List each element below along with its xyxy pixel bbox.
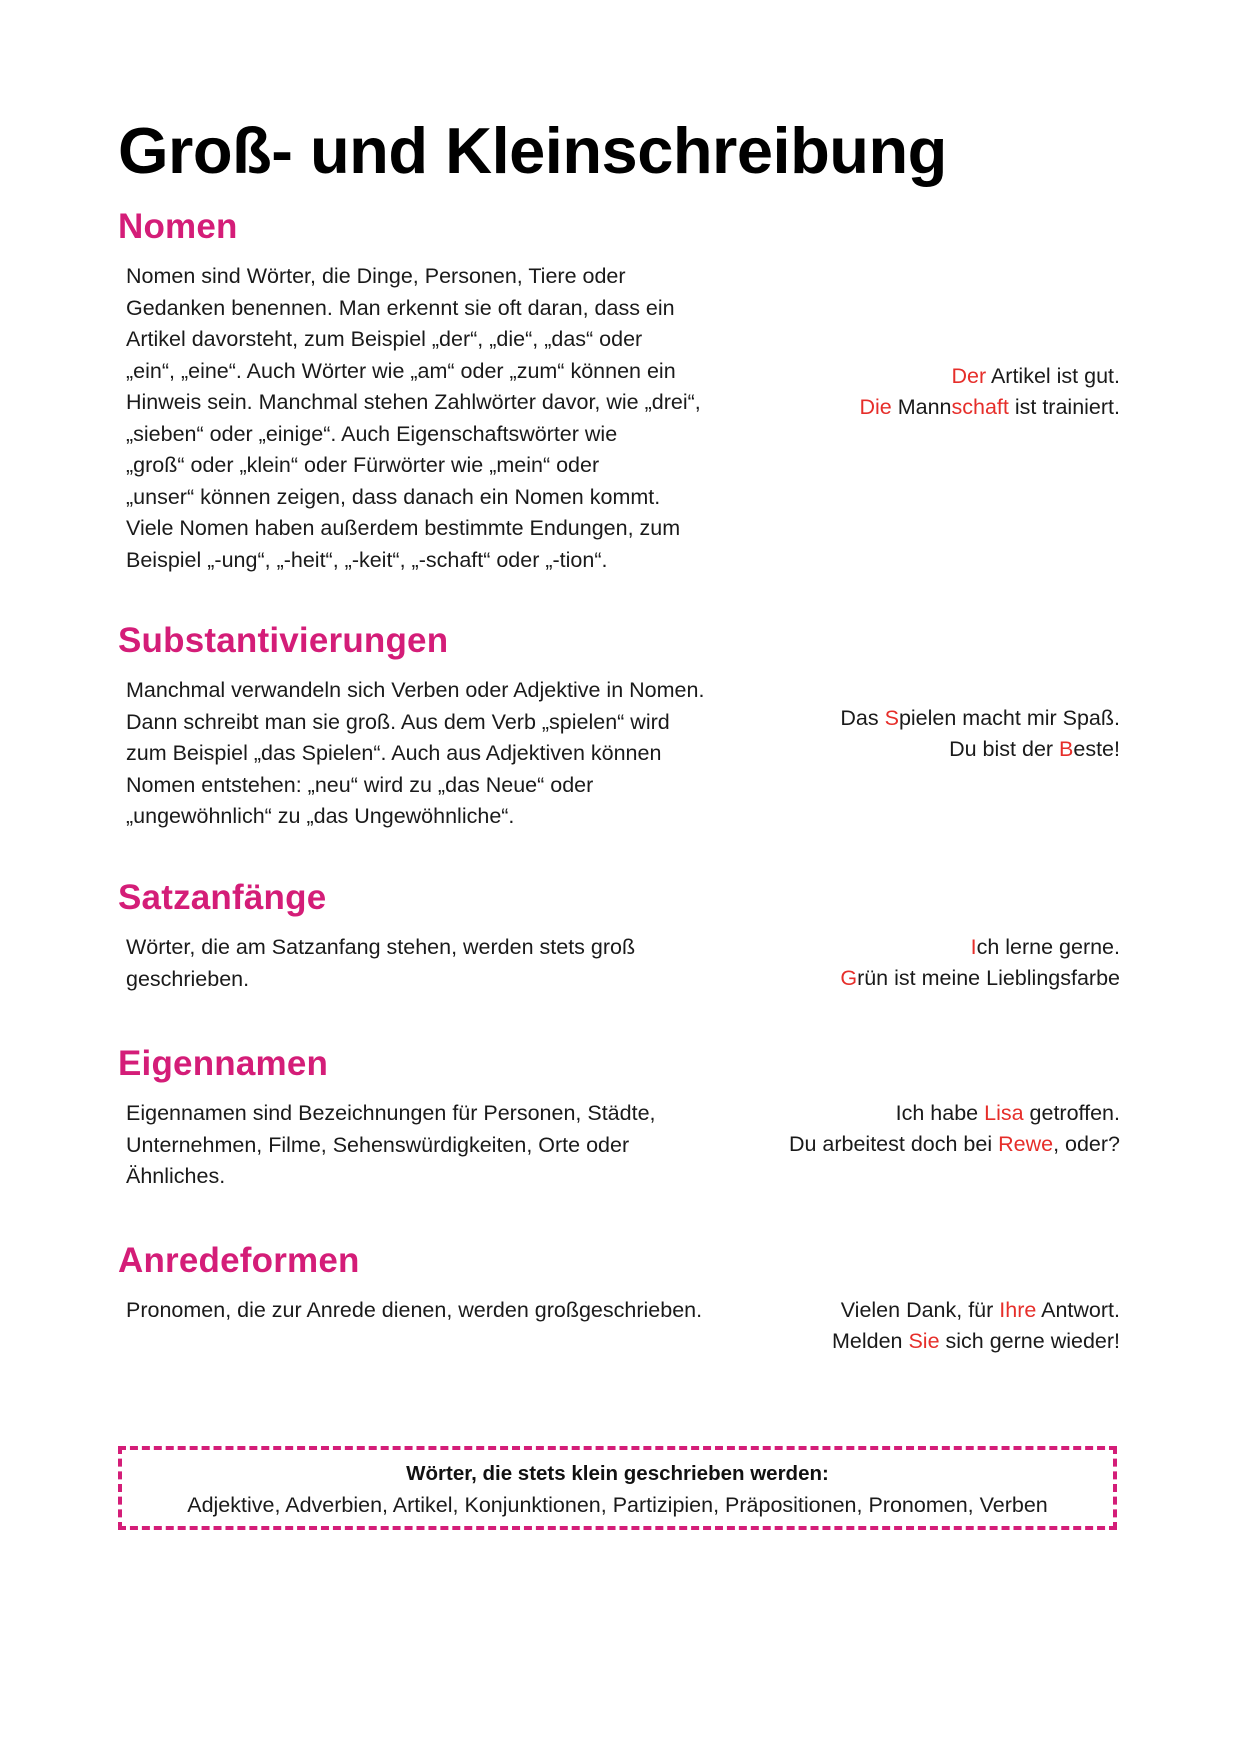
body-line: Dann schreibt man sie groß. Aus dem Verb „spielen“ wird	[126, 709, 670, 734]
body-line: Artikel davorsteht, zum Beispiel „der“, „die“, „das“ oder	[126, 327, 643, 351]
highlighted-capital: Die	[859, 395, 892, 419]
section-heading: Nomen	[118, 207, 238, 246]
example-text: ch lerne gerne.	[976, 935, 1120, 959]
example-text: rün ist meine Lieblingsfarbe	[857, 966, 1120, 990]
example-text: , oder?	[1053, 1132, 1120, 1156]
highlighted-capital: Ihre	[999, 1298, 1037, 1322]
page-title: Groß- und Kleinschreibung	[118, 114, 947, 187]
section-heading: Anredeformen	[118, 1241, 360, 1280]
body-line: Nomen sind Wörter, die Dinge, Personen, Tiere oder	[126, 264, 626, 288]
example-text: pielen macht mir Spaß.	[898, 706, 1120, 730]
section-body	[126, 675, 766, 833]
example-text: Melden	[831, 1329, 909, 1353]
example-text: ist trainiert.	[1008, 395, 1120, 419]
example-text: Vielen Dank, für	[840, 1298, 1000, 1322]
highlighted-capital: schaft	[951, 395, 1009, 419]
example-text: Mann	[891, 395, 952, 419]
highlighted-capital: B	[1059, 737, 1074, 761]
highlighted-capital: Rewe	[998, 1132, 1054, 1156]
example-sentence	[840, 703, 1120, 734]
highlighted-capital: Sie	[908, 1329, 940, 1353]
section-heading: Eigennamen	[118, 1044, 329, 1083]
body-line: „sieben“ oder „einige“. Auch Eigenschaftswörter wie	[126, 421, 618, 446]
body-line: Unternehmen, Filme, Sehenswürdigkeiten, Orte oder	[126, 1132, 630, 1157]
body-line: Beispiel „-ung“, „-heit“, „-keit“, „-schaft“ oder „-tion“.	[126, 547, 608, 572]
section-body	[126, 1098, 766, 1193]
body-line: Nomen entstehen: „neu“ wird zu „das Neue“ oder	[126, 772, 594, 797]
examples	[840, 932, 1120, 994]
example-text: Du arbeitest doch bei	[788, 1132, 999, 1156]
body-line: Pronomen, die zur Anrede dienen, werden großgeschrieben.	[126, 1298, 703, 1322]
example-sentence	[859, 361, 1120, 392]
body-line: Gedanken benennen. Man erkennt sie oft daran, dass ein	[126, 295, 675, 320]
highlighted-capital: G	[840, 966, 858, 990]
example-sentence	[832, 1295, 1120, 1326]
example-text: sich gerne wieder!	[939, 1329, 1120, 1353]
highlighted-capital: Lisa	[984, 1101, 1024, 1125]
section-body	[126, 1295, 766, 1327]
example-sentence	[840, 932, 1120, 963]
section-eigennamen	[118, 1044, 1120, 1188]
examples	[832, 1295, 1120, 1357]
example-text: Antwort.	[1036, 1298, 1120, 1322]
example-sentence	[789, 1098, 1120, 1129]
example-text: este!	[1073, 737, 1120, 761]
body-line: „ungewöhnlich“ zu „das Ungewöhnliche“.	[126, 804, 515, 828]
section-body	[126, 261, 766, 576]
body-line: Viele Nomen haben außerdem bestimmte Endungen, zum	[126, 516, 681, 540]
example-text: getroffen.	[1023, 1101, 1120, 1125]
lowercase-info-box	[118, 1446, 1117, 1530]
example-text: Artikel ist gut.	[986, 364, 1120, 388]
info-box-list: Adjektive, Adverbien, Artikel, Konjunktionen, Partizipien, Präpositionen, Pronomen, Verben	[187, 1493, 1048, 1517]
examples	[840, 703, 1120, 765]
section-satzanfaenge	[118, 878, 1120, 991]
section-body	[126, 932, 766, 995]
body-line: Eigennamen sind Bezeichnungen für Personen, Städte,	[126, 1101, 656, 1125]
highlighted-capital: S	[884, 706, 899, 730]
body-line: „ein“, „eine“. Auch Wörter wie „am“ oder „zum“ können ein	[126, 358, 676, 383]
body-line: „unser“ können zeigen, dass danach ein Nomen kommt.	[126, 484, 661, 509]
section-heading: Substantivierungen	[118, 621, 449, 660]
highlighted-capital: Der	[951, 364, 987, 388]
body-line: Hinweis sein. Manchmal stehen Zahlwörter davor, wie „drei“,	[126, 390, 701, 414]
example-sentence	[859, 392, 1120, 423]
body-line: „groß“ oder „klein“ oder Fürwörter wie „mein“ oder	[126, 453, 600, 477]
highlighted-capital: I	[970, 935, 977, 959]
example-text: Du bist der	[949, 737, 1060, 761]
body-line: geschrieben.	[126, 966, 250, 991]
example-sentence	[789, 1129, 1120, 1160]
body-line: Wörter, die am Satzanfang stehen, werden stets groß	[126, 935, 636, 959]
example-text: Ich habe	[895, 1101, 985, 1125]
example-text: Das	[840, 706, 885, 730]
body-line: zum Beispiel „das Spielen“. Auch aus Adjektiven können	[126, 741, 662, 765]
example-sentence	[832, 1326, 1120, 1357]
example-sentence	[840, 734, 1120, 765]
section-nomen	[118, 207, 1120, 572]
examples	[789, 1098, 1120, 1160]
examples	[859, 361, 1120, 423]
example-sentence	[840, 963, 1120, 994]
info-box-title: Wörter, die stets klein geschrieben werden:	[406, 1462, 829, 1485]
body-line: Manchmal verwandeln sich Verben oder Adjektive in Nomen.	[126, 678, 705, 702]
section-substantivierungen	[118, 621, 1120, 828]
body-line: Ähnliches.	[126, 1164, 226, 1188]
section-anredeformen	[118, 1241, 1120, 1353]
section-heading: Satzanfänge	[118, 878, 327, 917]
